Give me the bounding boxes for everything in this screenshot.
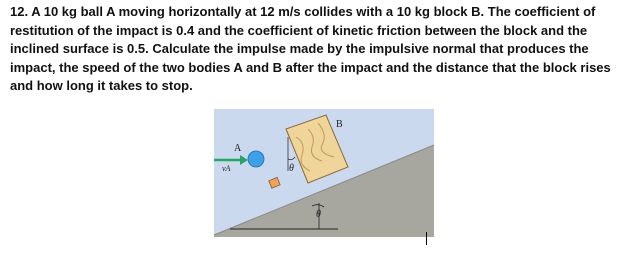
label-ball-a: A (234, 143, 242, 154)
label-angle-bottom: θ (316, 209, 321, 220)
label-angle-top: θ (289, 163, 294, 174)
incline-collision-figure (190, 107, 434, 247)
ball-a (248, 151, 264, 167)
label-velocity: vA (222, 164, 231, 173)
problem-text: 12. A 10 kg ball A moving horizontally at 12 m/s collides with a 10 kg block B. The coefficient of restitution of the impact is 0.4 and the coefficient of kinetic friction between the block and the inclined surface is 0.5. Calculate the impulse made by the impulsive normal that produces the impact, the speed of the two bodies A and B after the impact and the distance that the block rises and how long it takes to stop. (10, 4, 611, 94)
text-cursor (426, 232, 427, 245)
label-block-b: B (336, 119, 343, 130)
